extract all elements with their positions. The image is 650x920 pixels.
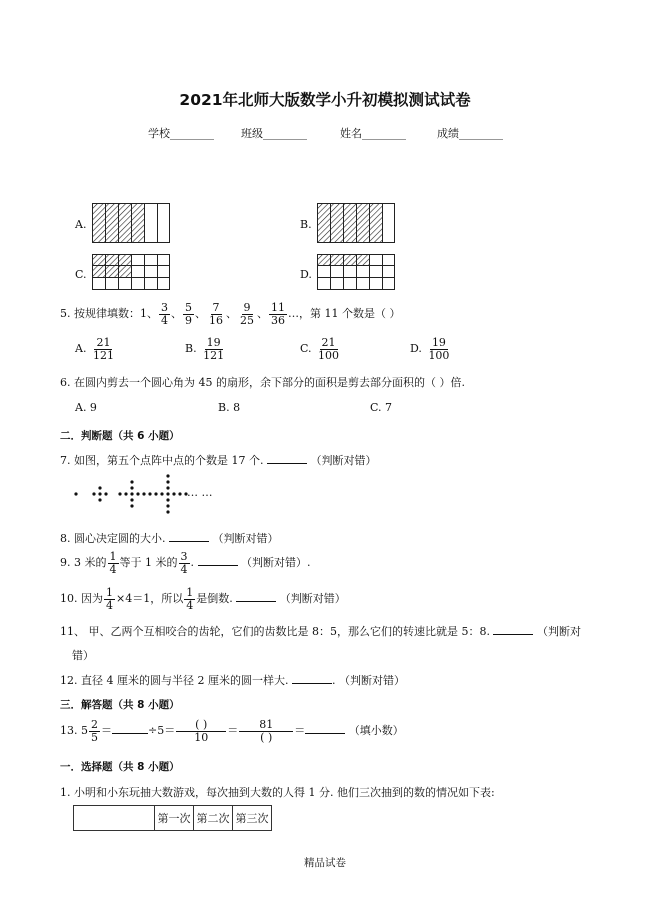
school-field: 学校________ <box>148 127 214 140</box>
footer-text: 精品试卷 <box>304 857 346 869</box>
q5-frac-4: $\frac{9}{25}$ <box>240 301 254 327</box>
q5-frac-2: $\frac{5}{9}$ <box>185 301 192 327</box>
q5-frac-5: $\frac{11}{36}$ <box>271 301 285 327</box>
table-header-1: 第一次 <box>155 806 194 831</box>
section-1-heading: 一．选择题（共 8 小题） <box>60 761 180 773</box>
question-11-continued: 错） <box>72 649 94 662</box>
q5-option-b: B. $\frac{19}{121}$ <box>185 336 225 362</box>
table-header-3: 第三次 <box>233 806 272 831</box>
q5-option-c: C. $\frac{21}{100}$ <box>300 336 340 362</box>
question-5: 5. 按规律填数：1、 $\frac{3}{4}$ 、 $\frac{5}{9}$ 、 $\frac{7}{16}$ 、 $\frac{9}{25}$ 、 $\frac{11}{36}$ …，第 11 个数是（ ） <box>60 301 401 327</box>
figure-option-c-label: C. <box>75 268 87 281</box>
score-field: 成绩________ <box>437 127 503 140</box>
q6-option-b: B. 8 <box>218 401 241 414</box>
section-3-heading: 三．解答题（共 8 小题） <box>60 699 180 711</box>
figure-c-grid <box>92 254 170 290</box>
question-13: 13. 5 $\frac{2}{5}$ ＝ ÷5＝ $\frac{( )}{10}$ ＝ $\frac{81}{( )}$ ＝ （填小数） <box>60 718 404 744</box>
name-field: 姓名________ <box>340 127 406 140</box>
q6-option-a: A. 9 <box>75 401 97 414</box>
dot-ellipsis: … … <box>187 486 213 499</box>
question-10: 10. 因为 $\frac{1}{4}$ ×4＝1，所以 $\frac{1}{4}$ 是倒数. （判断对错） <box>60 586 346 612</box>
section-2-heading: 二．判断题（共 6 小题） <box>60 430 180 442</box>
question-11: 11、 甲、乙两个互相咬合的齿轮，它们的齿数比是 8：5，那么它们的转速比就是 5：8. （判断对 <box>60 625 581 638</box>
question-7: 7. 如图，第五个点阵中点的个数是 17 个. （判断对错） <box>60 454 377 467</box>
figure-option-b-label: B. <box>300 218 312 231</box>
table-header-blank <box>74 806 155 831</box>
question-6: 6. 在圆内剪去一个圆心角为 45 的扇形，余下部分的面积是剪去部分面积的（ ）倍. <box>60 376 465 389</box>
figure-d-grid <box>317 254 395 290</box>
figure-a-strip <box>92 203 170 243</box>
score-table <box>73 805 272 831</box>
figure-option-d-label: D. <box>300 268 312 281</box>
figure-option-a-label: A. <box>75 218 87 231</box>
question-1: 1. 小明和小东玩抽大数游戏，每次抽到大数的人得 1 分. 他们三次抽到的数的情况如下表: <box>60 786 495 799</box>
question-9: 9. 3 米的 $\frac{1}{4}$ 等于 1 米的 $\frac{3}{4}$ . （判断对错）. <box>60 550 311 576</box>
q5-frac-1: $\frac{3}{4}$ <box>161 301 168 327</box>
question-12: 12. 直径 4 厘米的圆与半径 2 厘米的圆一样大. . （判断对错） <box>60 674 405 687</box>
q5-option-d: D. $\frac{19}{100}$ <box>410 336 450 362</box>
class-field: 班级________ <box>241 127 307 140</box>
question-8: 8. 圆心决定圆的大小. （判断对错） <box>60 532 279 545</box>
table-row <box>74 806 272 831</box>
table-header-2: 第二次 <box>194 806 233 831</box>
q5-option-a: A. $\frac{21}{121}$ <box>75 336 114 362</box>
q5-frac-3: $\frac{7}{16}$ <box>209 301 223 327</box>
q6-option-c: C. 7 <box>370 401 393 414</box>
page-title: 2021年北师大版数学小升初模拟测试试卷 <box>179 91 471 109</box>
figure-b-strip <box>317 203 395 243</box>
